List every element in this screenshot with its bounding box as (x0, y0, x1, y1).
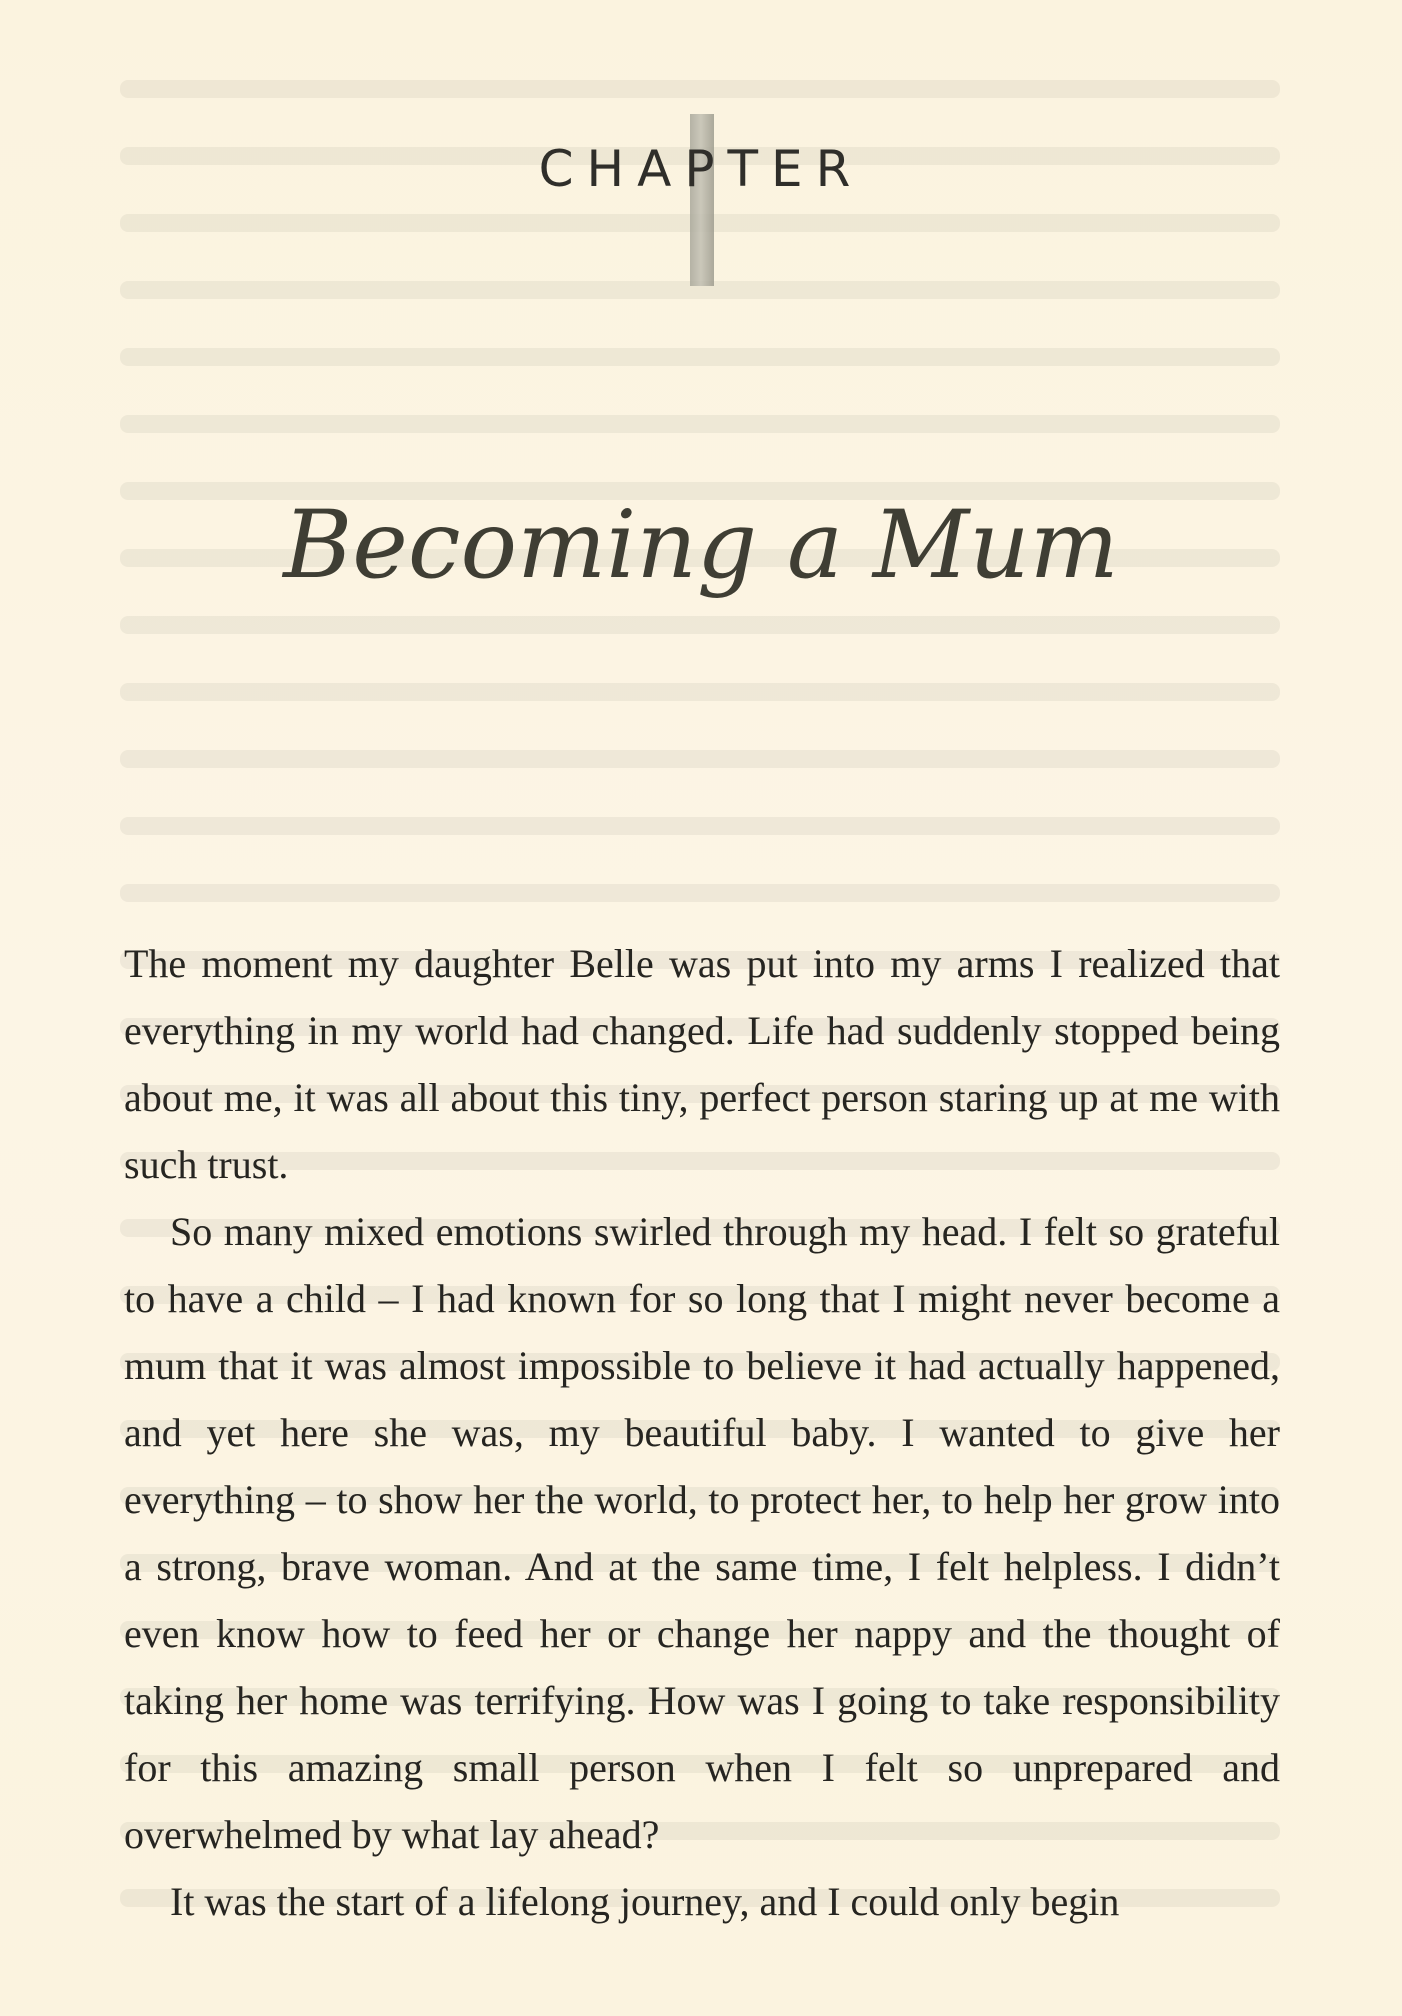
chapter-title: Becoming a Mum (283, 491, 1119, 600)
chapter-body (124, 930, 1280, 1935)
paragraph-2: So many mixed emotions swirled through my head. I felt so grateful to have a child – I had known for so long that I might never become a mum that it was almost impossible to believe it had actually happened, and yet here she was, my beautiful baby. I wanted to give her everything – to show her the world, to protect her, to help her grow into a strong, brave woman. And at the same time, I felt helpless. I didn’t even know how to feed her or change her nappy and the thought of taking her home was terrifying. How was I going to take responsibility for this amazing small person when I felt so unprepared and overwhelmed by what lay ahead? (124, 1209, 1280, 1857)
paragraph-3: It was the start of a lifelong journey, and I could only begin (170, 1879, 1120, 1924)
chapter-label: CHAPTER (538, 140, 864, 198)
paragraph-1: The moment my daughter Belle was put into my arms I realized that everything in my world had changed. Life had suddenly stopped being about me, it was all about this tiny, perfect person staring up at me with such trust. (124, 941, 1280, 1187)
